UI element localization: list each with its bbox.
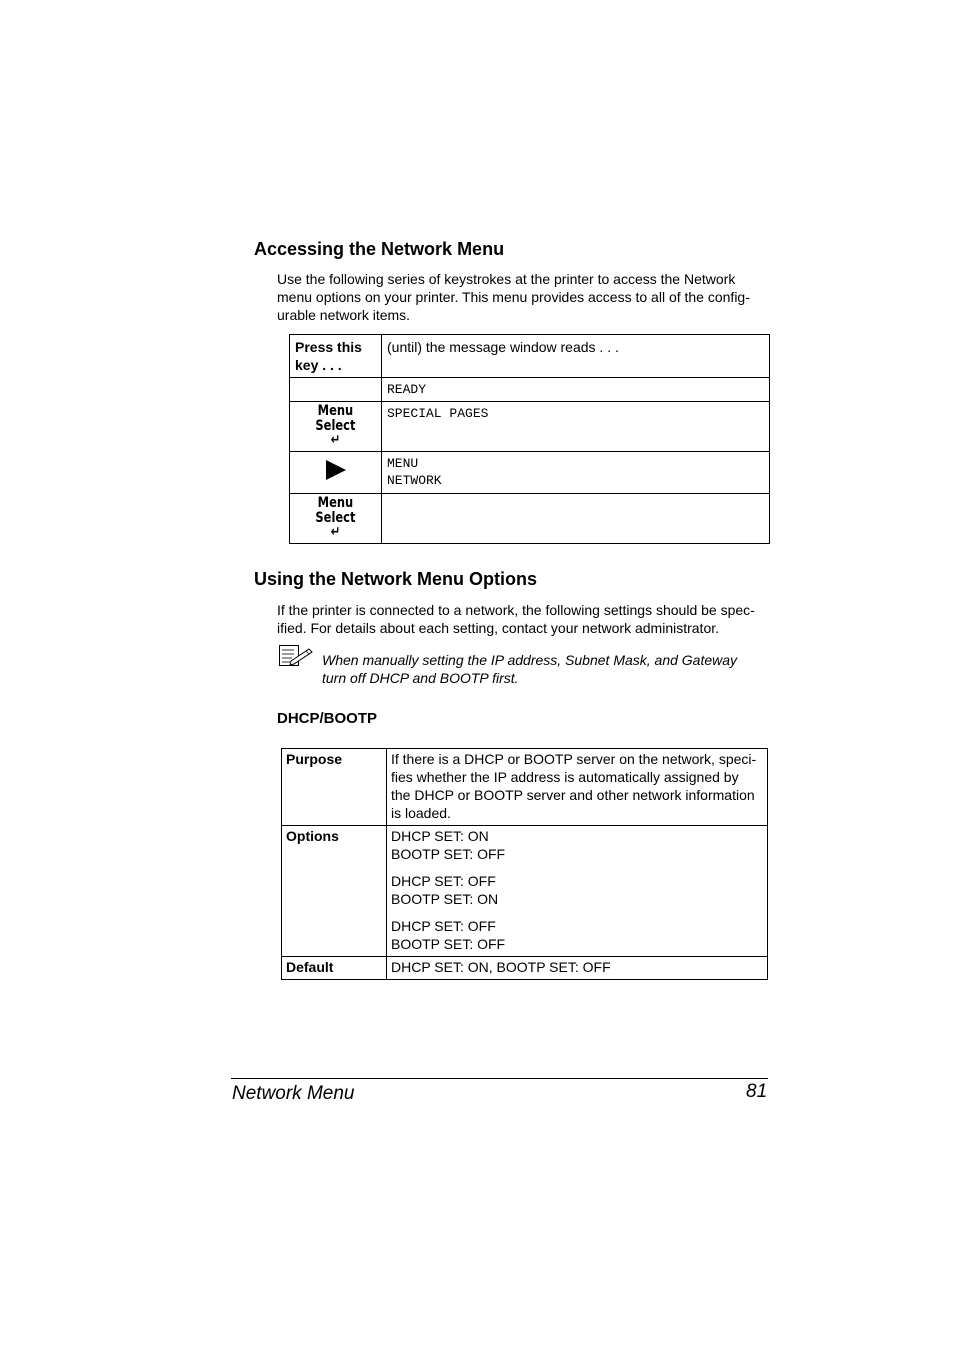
table-row bbox=[290, 402, 770, 452]
header-key-cell bbox=[290, 335, 382, 378]
section1-intro bbox=[277, 270, 772, 324]
header-key-label: key . . . bbox=[295, 357, 342, 373]
purpose-line: If there is a DHCP or BOOTP server on the network, speci- bbox=[391, 751, 757, 767]
intro-line: Use the following series of keystrokes at the printer to access the Network bbox=[277, 271, 736, 287]
message-line: READY bbox=[387, 382, 427, 397]
right-arrow-key-icon bbox=[324, 459, 348, 481]
option-line: BOOTP SET: OFF bbox=[391, 936, 506, 952]
purpose-line: is loaded. bbox=[391, 805, 451, 821]
option-group bbox=[391, 872, 763, 908]
message-line: SPECIAL PAGES bbox=[387, 406, 489, 421]
default-value: DHCP SET: ON, BOOTP SET: OFF bbox=[387, 957, 768, 980]
footer-rule bbox=[231, 1078, 768, 1079]
intro-line: menu options on your printer. This menu provides access to all of the config- bbox=[277, 289, 750, 305]
header-msg-cell: (until) the message window reads . . . bbox=[382, 335, 770, 378]
option-line: DHCP SET: OFF bbox=[391, 873, 496, 889]
table-row bbox=[290, 494, 770, 544]
options-label: Options bbox=[282, 826, 387, 957]
keystroke-table bbox=[289, 334, 770, 544]
note-pen-icon bbox=[278, 644, 314, 668]
table-row-default bbox=[282, 957, 768, 980]
default-label: Default bbox=[282, 957, 387, 980]
table-row bbox=[290, 378, 770, 402]
purpose-line: the DHCP or BOOTP server and other network information bbox=[391, 787, 755, 803]
header-key-label: Press this bbox=[295, 339, 362, 355]
key-cell bbox=[290, 402, 382, 452]
note-line: When manually setting the IP address, Subnet Mask, and Gateway bbox=[322, 652, 738, 668]
options-value bbox=[387, 826, 768, 957]
option-line: DHCP SET: OFF bbox=[391, 918, 496, 934]
table-row-options bbox=[282, 826, 768, 957]
message-cell bbox=[382, 494, 770, 544]
option-group bbox=[391, 917, 763, 953]
table-row bbox=[290, 452, 770, 494]
option-line: BOOTP SET: ON bbox=[391, 891, 499, 907]
table-row-purpose bbox=[282, 749, 768, 826]
message-cell bbox=[382, 378, 770, 402]
menu-select-key-icon: Menu Select ↵ bbox=[315, 495, 356, 540]
intro-line: ified. For details about each setting, contact your network administrator. bbox=[277, 620, 720, 636]
intro-line: If the printer is connected to a network, the following settings should be spec- bbox=[277, 602, 755, 618]
purpose-label: Purpose bbox=[282, 749, 387, 826]
purpose-line: fies whether the IP address is automatically assigned by bbox=[391, 769, 739, 785]
section2-intro bbox=[277, 601, 772, 637]
section-heading-using: Using the Network Menu Options bbox=[254, 569, 538, 589]
message-line: MENU bbox=[387, 456, 419, 471]
option-group bbox=[391, 827, 763, 863]
option-line: BOOTP SET: OFF bbox=[391, 846, 506, 862]
message-cell bbox=[382, 452, 770, 494]
section-heading-accessing: Accessing the Network Menu bbox=[254, 239, 505, 259]
key-cell-empty bbox=[290, 378, 382, 402]
key-cell bbox=[290, 452, 382, 494]
note-text bbox=[322, 651, 772, 687]
subheading-dhcp-bootp: DHCP/BOOTP bbox=[277, 710, 378, 727]
intro-line: urable network items. bbox=[277, 307, 411, 323]
message-cell bbox=[382, 402, 770, 452]
option-line: DHCP SET: ON bbox=[391, 828, 489, 844]
message-line: NETWORK bbox=[387, 473, 442, 488]
key-cell bbox=[290, 494, 382, 544]
footer-title: Network Menu bbox=[232, 1083, 355, 1104]
purpose-value bbox=[387, 749, 768, 826]
note-line: turn off DHCP and BOOTP first. bbox=[322, 670, 519, 686]
page-number: 81 bbox=[746, 1081, 768, 1102]
table-header-row bbox=[290, 335, 770, 378]
menu-select-key-icon: Menu Select ↵ bbox=[315, 403, 356, 448]
dhcp-settings-table bbox=[281, 748, 768, 980]
